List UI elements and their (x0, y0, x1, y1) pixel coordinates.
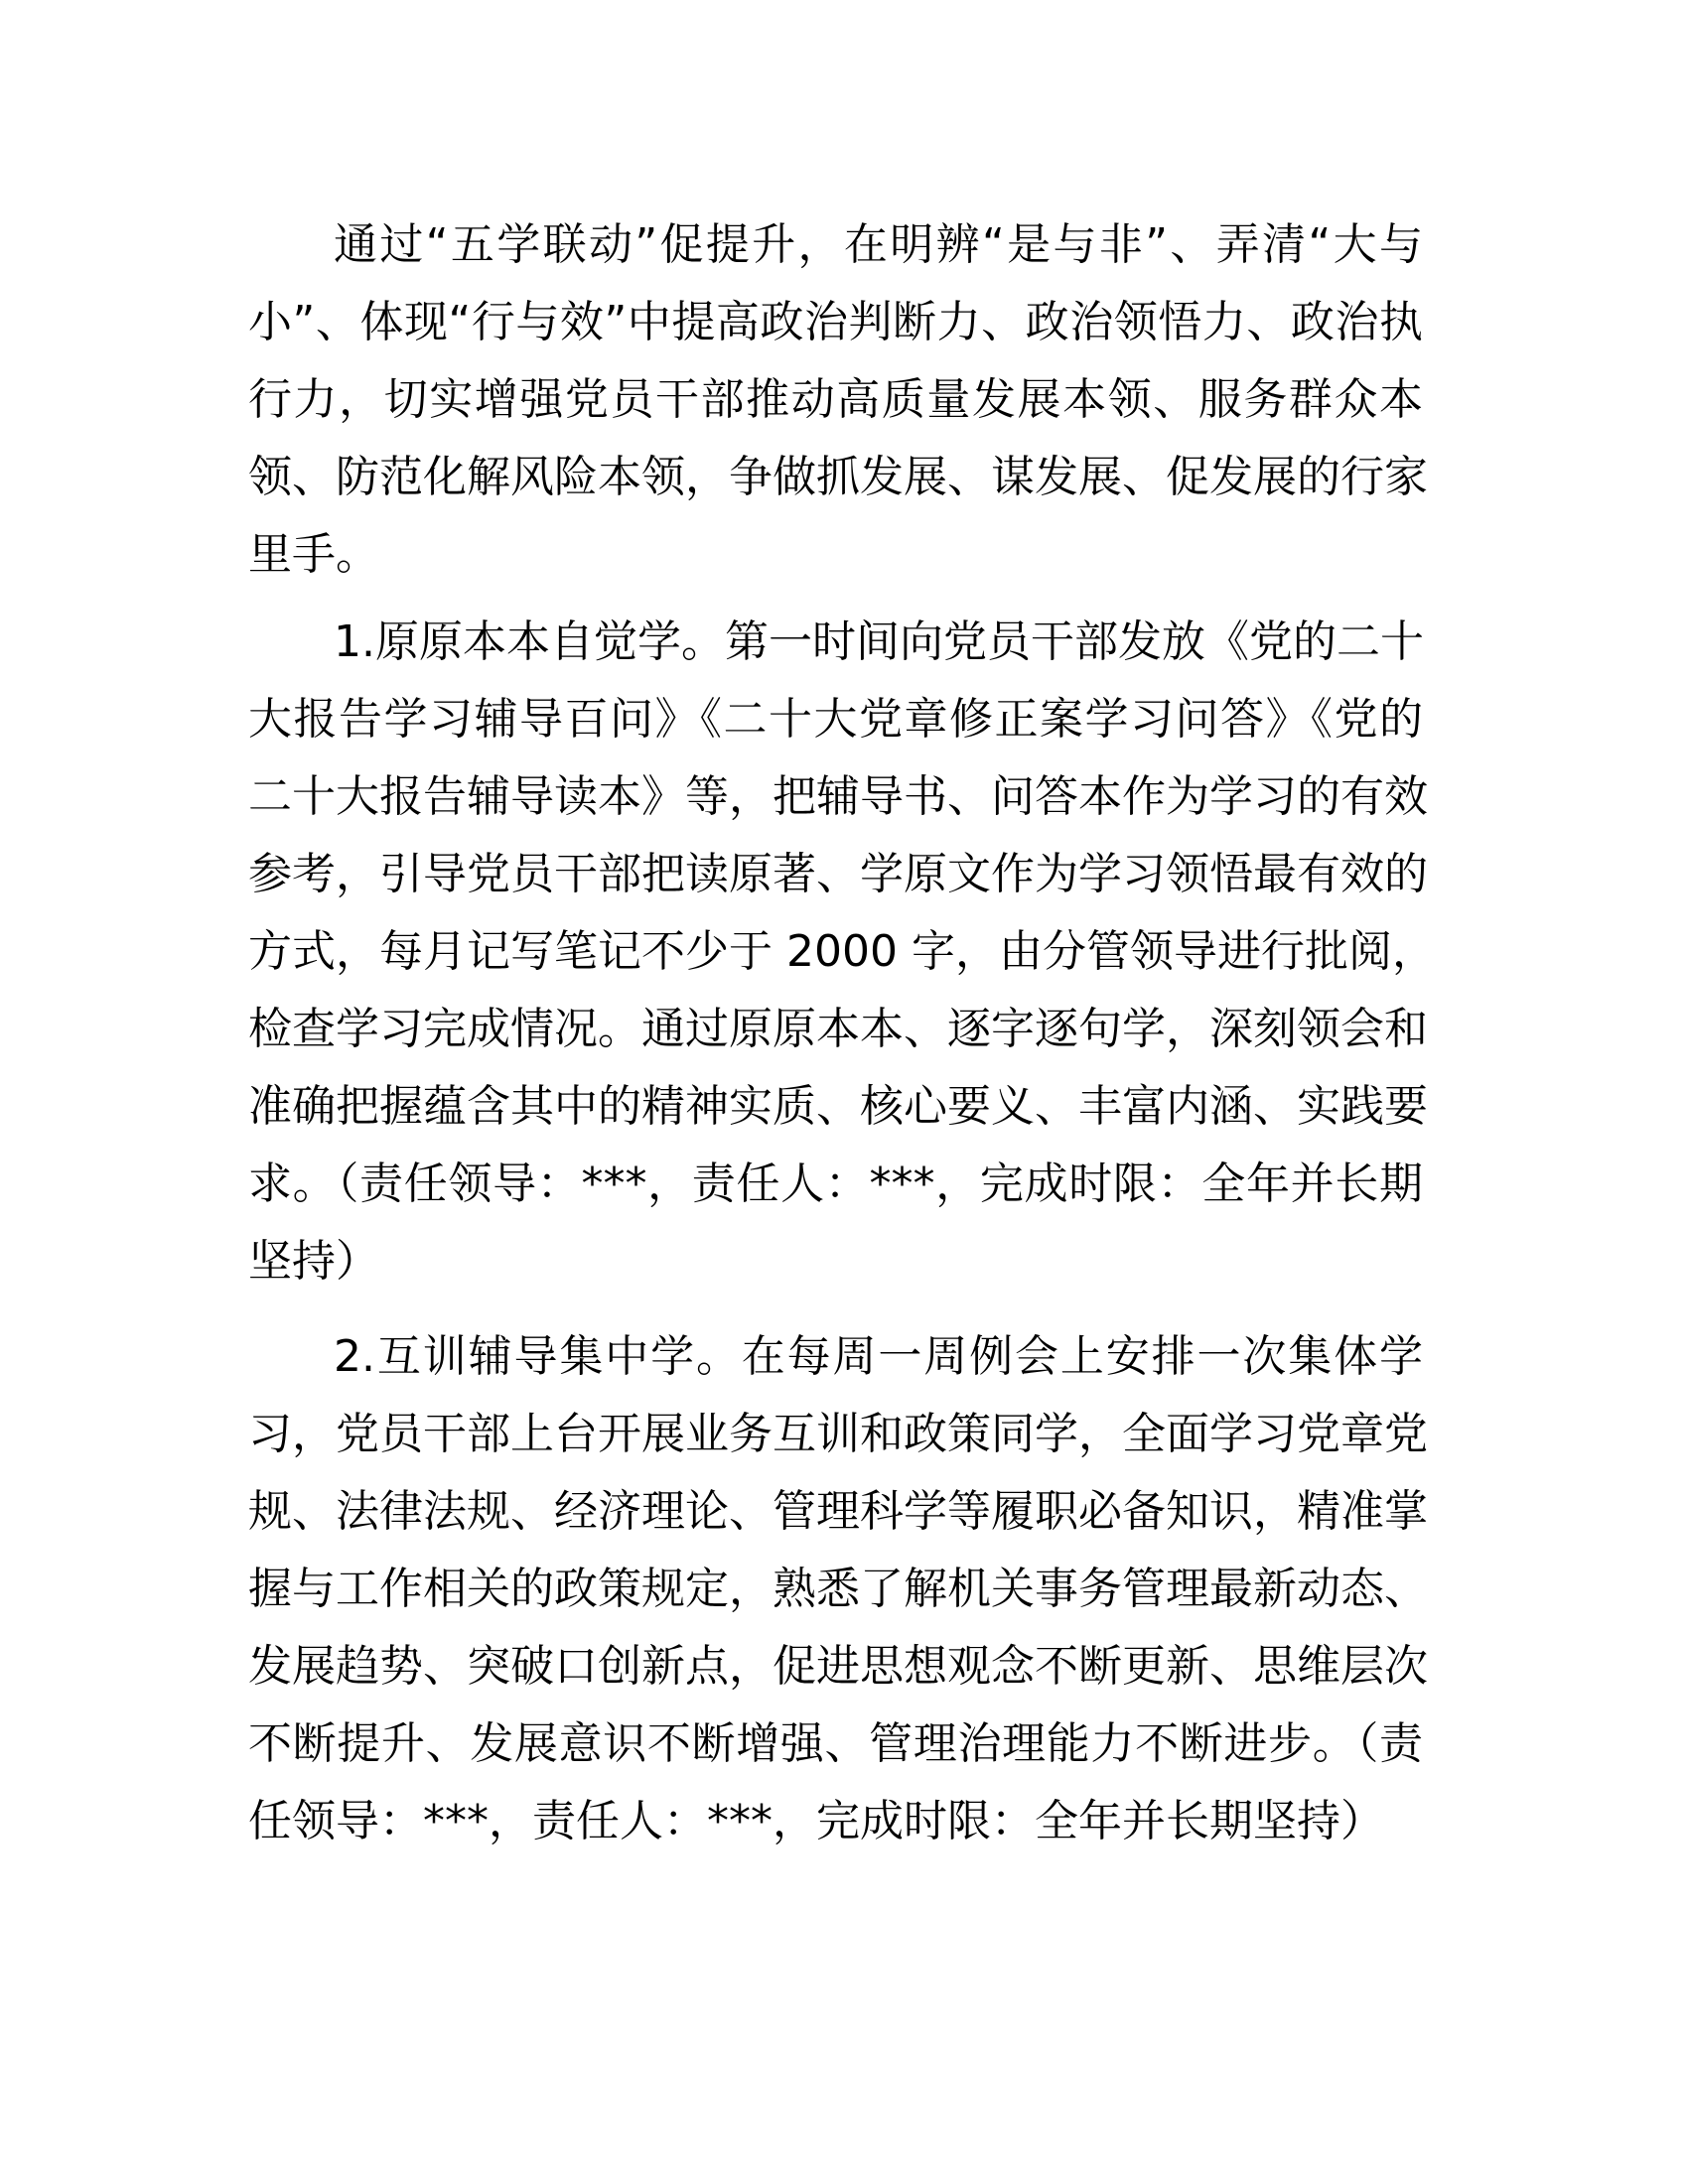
text-line: 小”、体现“行与效”中提高政治判断力、政治领悟力、政治执 (248, 297, 1423, 347)
text-line: 参考，引导党员干部把读原著、学原文作为学习领悟最有效的 (248, 849, 1428, 899)
text-line: 求。（责任领导：***，责任人：***，完成时限：全年并长期 (248, 1159, 1423, 1209)
text-line: 准确把握蕴含其中的精神实质、核心要义、丰富内涵、实践要 (248, 1081, 1428, 1132)
paragraph-item-2 (248, 1318, 1428, 1860)
text-line: 2.互训辅导集中学。在每周一周例会上安排一次集体学 (334, 1331, 1423, 1382)
text-line: 握与工作相关的政策规定，熟悉了解机关事务管理最新动态、 (248, 1564, 1428, 1614)
text-line: 任领导：***，责任人：***，完成时限：全年并长期坚持） (248, 1796, 1384, 1846)
text-line: 里手。 (248, 529, 379, 580)
text-line: 坚持） (248, 1236, 379, 1287)
text-line: 1.原原本本自觉学。第一时间向党员干部发放《党的二十 (334, 616, 1424, 667)
text-line: 通过“五学联动”促提升，在明辨“是与非”、弄清“大与 (334, 219, 1423, 270)
text-line: 规、法律法规、经济理论、管理科学等履职必备知识，精准掌 (248, 1486, 1428, 1537)
text-line: 二十大报告辅导读本》等，把辅导书、问答本作为学习的有效 (248, 771, 1428, 822)
text-line: 大报告学习辅导百问》《二十大党章修正案学习问答》《党的 (248, 694, 1423, 745)
paragraph-item-1 (248, 604, 1436, 1300)
text-line: 发展趋势、突破口创新点，促进思想观念不断更新、思维层次 (248, 1641, 1428, 1692)
paragraph-intro (248, 206, 1428, 594)
text-line: 方式，每月记写笔记不少于 2000 字，由分管领导进行批阅， (248, 926, 1436, 977)
text-line: 检查学习完成情况。通过原原本本、逐字逐句学，深刻领会和 (248, 1004, 1428, 1054)
text-line: 不断提升、发展意识不断增强、管理治理能力不断进步。（责 (248, 1718, 1423, 1769)
text-line: 行力，切实增强党员干部推动高质量发展本领、服务群众本 (248, 374, 1423, 425)
text-line: 领、防范化解风险本领，争做抓发展、谋发展、促发展的行家 (248, 452, 1428, 502)
text-line: 习，党员干部上台开展业务互训和政策同学，全面学习党章党 (248, 1409, 1428, 1459)
